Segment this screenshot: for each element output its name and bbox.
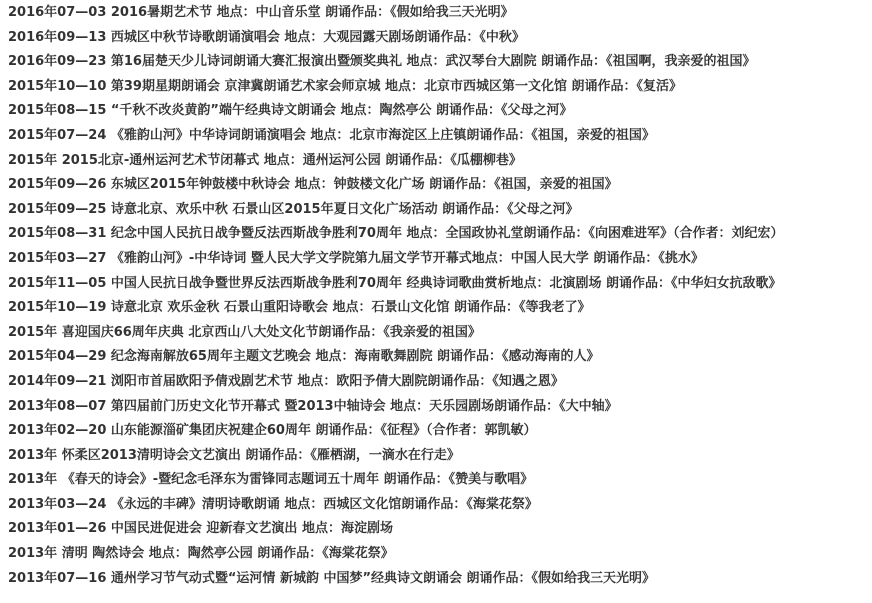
list-item: 2015年10—10 第39期星期朗诵会 京津冀朗诵艺术家会师京城 地点：北京市西城区第一文化馆 朗诵作品：《复活》 [8, 78, 683, 94]
list-item: 2013年03—24 《永远的丰碑》清明诗歌朗诵 地点：西城区文化馆朗诵作品：《海棠花祭》 [8, 496, 538, 512]
list-item: 2015年 喜迎国庆66周年庆典 北京西山八大处文化节朗诵作品：《我亲爱的祖国》 [8, 324, 481, 340]
list-item: 2013年01—26 中国民进促进会 迎新春文艺演出 地点：海淀剧场 [8, 521, 393, 537]
list-item: 2015年10—19 诗意北京 欢乐金秋 石景山重阳诗歌会 地点：石景山文化馆 朗诵作品：《等我老了》 [8, 300, 591, 316]
list-item: 2015年11—05 中国人民抗日战争暨世界反法西斯战争胜利70周年 经典诗词歌曲赏析地点：北演剧场 朗诵作品：《中华妇女抗敌歌》 [8, 275, 782, 291]
list-item: 2016年09—13 西城区中秋节诗歌朗诵演唱会 地点：大观园露天剧场朗诵作品：《中秋》 [8, 29, 525, 45]
list-item: 2015年09—25 诗意北京、欢乐中秋 石景山区2015年夏日文化广场活动 朗诵作品：《父母之河》 [8, 201, 579, 217]
list-item: 2015年04—29 纪念海南解放65周年主题文艺晚会 地点：海南歌舞剧院 朗诵作品：《感动海南的人》 [8, 349, 600, 365]
list-item: 2015年03—27 《雅韵山河》-中华诗词 暨人民大学文学院第九届文学节开幕式地点：中国人民大学 朗诵作品：《挑水》 [8, 250, 704, 266]
list-item: 2013年 清明 陶然诗会 地点：陶然亭公园 朗诵作品：《海棠花祭》 [8, 546, 394, 562]
list-item: 2014年09—21 浏阳市首届欧阳予倩戏剧艺术节 地点：欧阳予倩大剧院朗诵作品：《知遇之恩》 [8, 373, 564, 389]
list-item: 2013年 《春天的诗会》-暨纪念毛泽东为雷锋同志题词五十周年 朗诵作品：《赞美与歌唱》 [8, 472, 534, 488]
list-item: 2015年09—26 东城区2015年钟鼓楼中秋诗会 地点：钟鼓楼文化广场 朗诵作品：《祖国，亲爱的祖国》 [8, 177, 618, 193]
list-item: 2016年09—23 第16届楚天少儿诗词朗诵大赛汇报演出暨颁奖典礼 地点：武汉琴台大剧院 朗诵作品：《祖国啊，我亲爱的祖国》 [8, 54, 756, 70]
list-item: 2015年08—15 “千秋不改炎黄韵”端午经典诗文朗诵会 地点：陶然亭公 朗诵作品：《父母之河》 [8, 103, 573, 119]
list-item: 2013年08—07 第四届前门历史文化节开幕式 暨2013中轴诗会 地点：天乐园剧场朗诵作品：《大中轴》 [8, 398, 618, 414]
list-item: 2013年02—20 山东能源淄矿集团庆祝建企60周年 朗诵作品：《征程》（合作者：郭凯敏） [8, 423, 537, 439]
list-item: 2015年07—24 《雅韵山河》中华诗词朗诵演唱会 地点：北京市海淀区上庄镇朗诵作品：《祖国，亲爱的祖国》 [8, 127, 655, 143]
list-item: 2013年07—16 通州学习节气动式暨“运河情 新城韵 中国梦”经典诗文朗诵会 朗诵作品：《假如给我三天光明》 [8, 570, 656, 586]
list-item: 2016年07—03 2016暑期艺术节 地点：中山音乐堂 朗诵作品：《假如给我三天光明》 [8, 5, 514, 20]
list-item: 2015年08—31 纪念中国人民抗日战争暨反法西斯战争胜利70周年 地点：全国政协礼堂朗诵作品：《向困难进军》（合作者：刘纪宏） [8, 226, 784, 242]
list-item: 2013年 怀柔区2013清明诗会文艺演出 朗诵作品：《雁栖湖，一滴水在行走》 [8, 447, 460, 463]
list-item: 2015年 2015北京-通州运河艺术节闭幕式 地点：通州运河公园 朗诵作品：《瓜棚柳巷》 [8, 152, 522, 168]
